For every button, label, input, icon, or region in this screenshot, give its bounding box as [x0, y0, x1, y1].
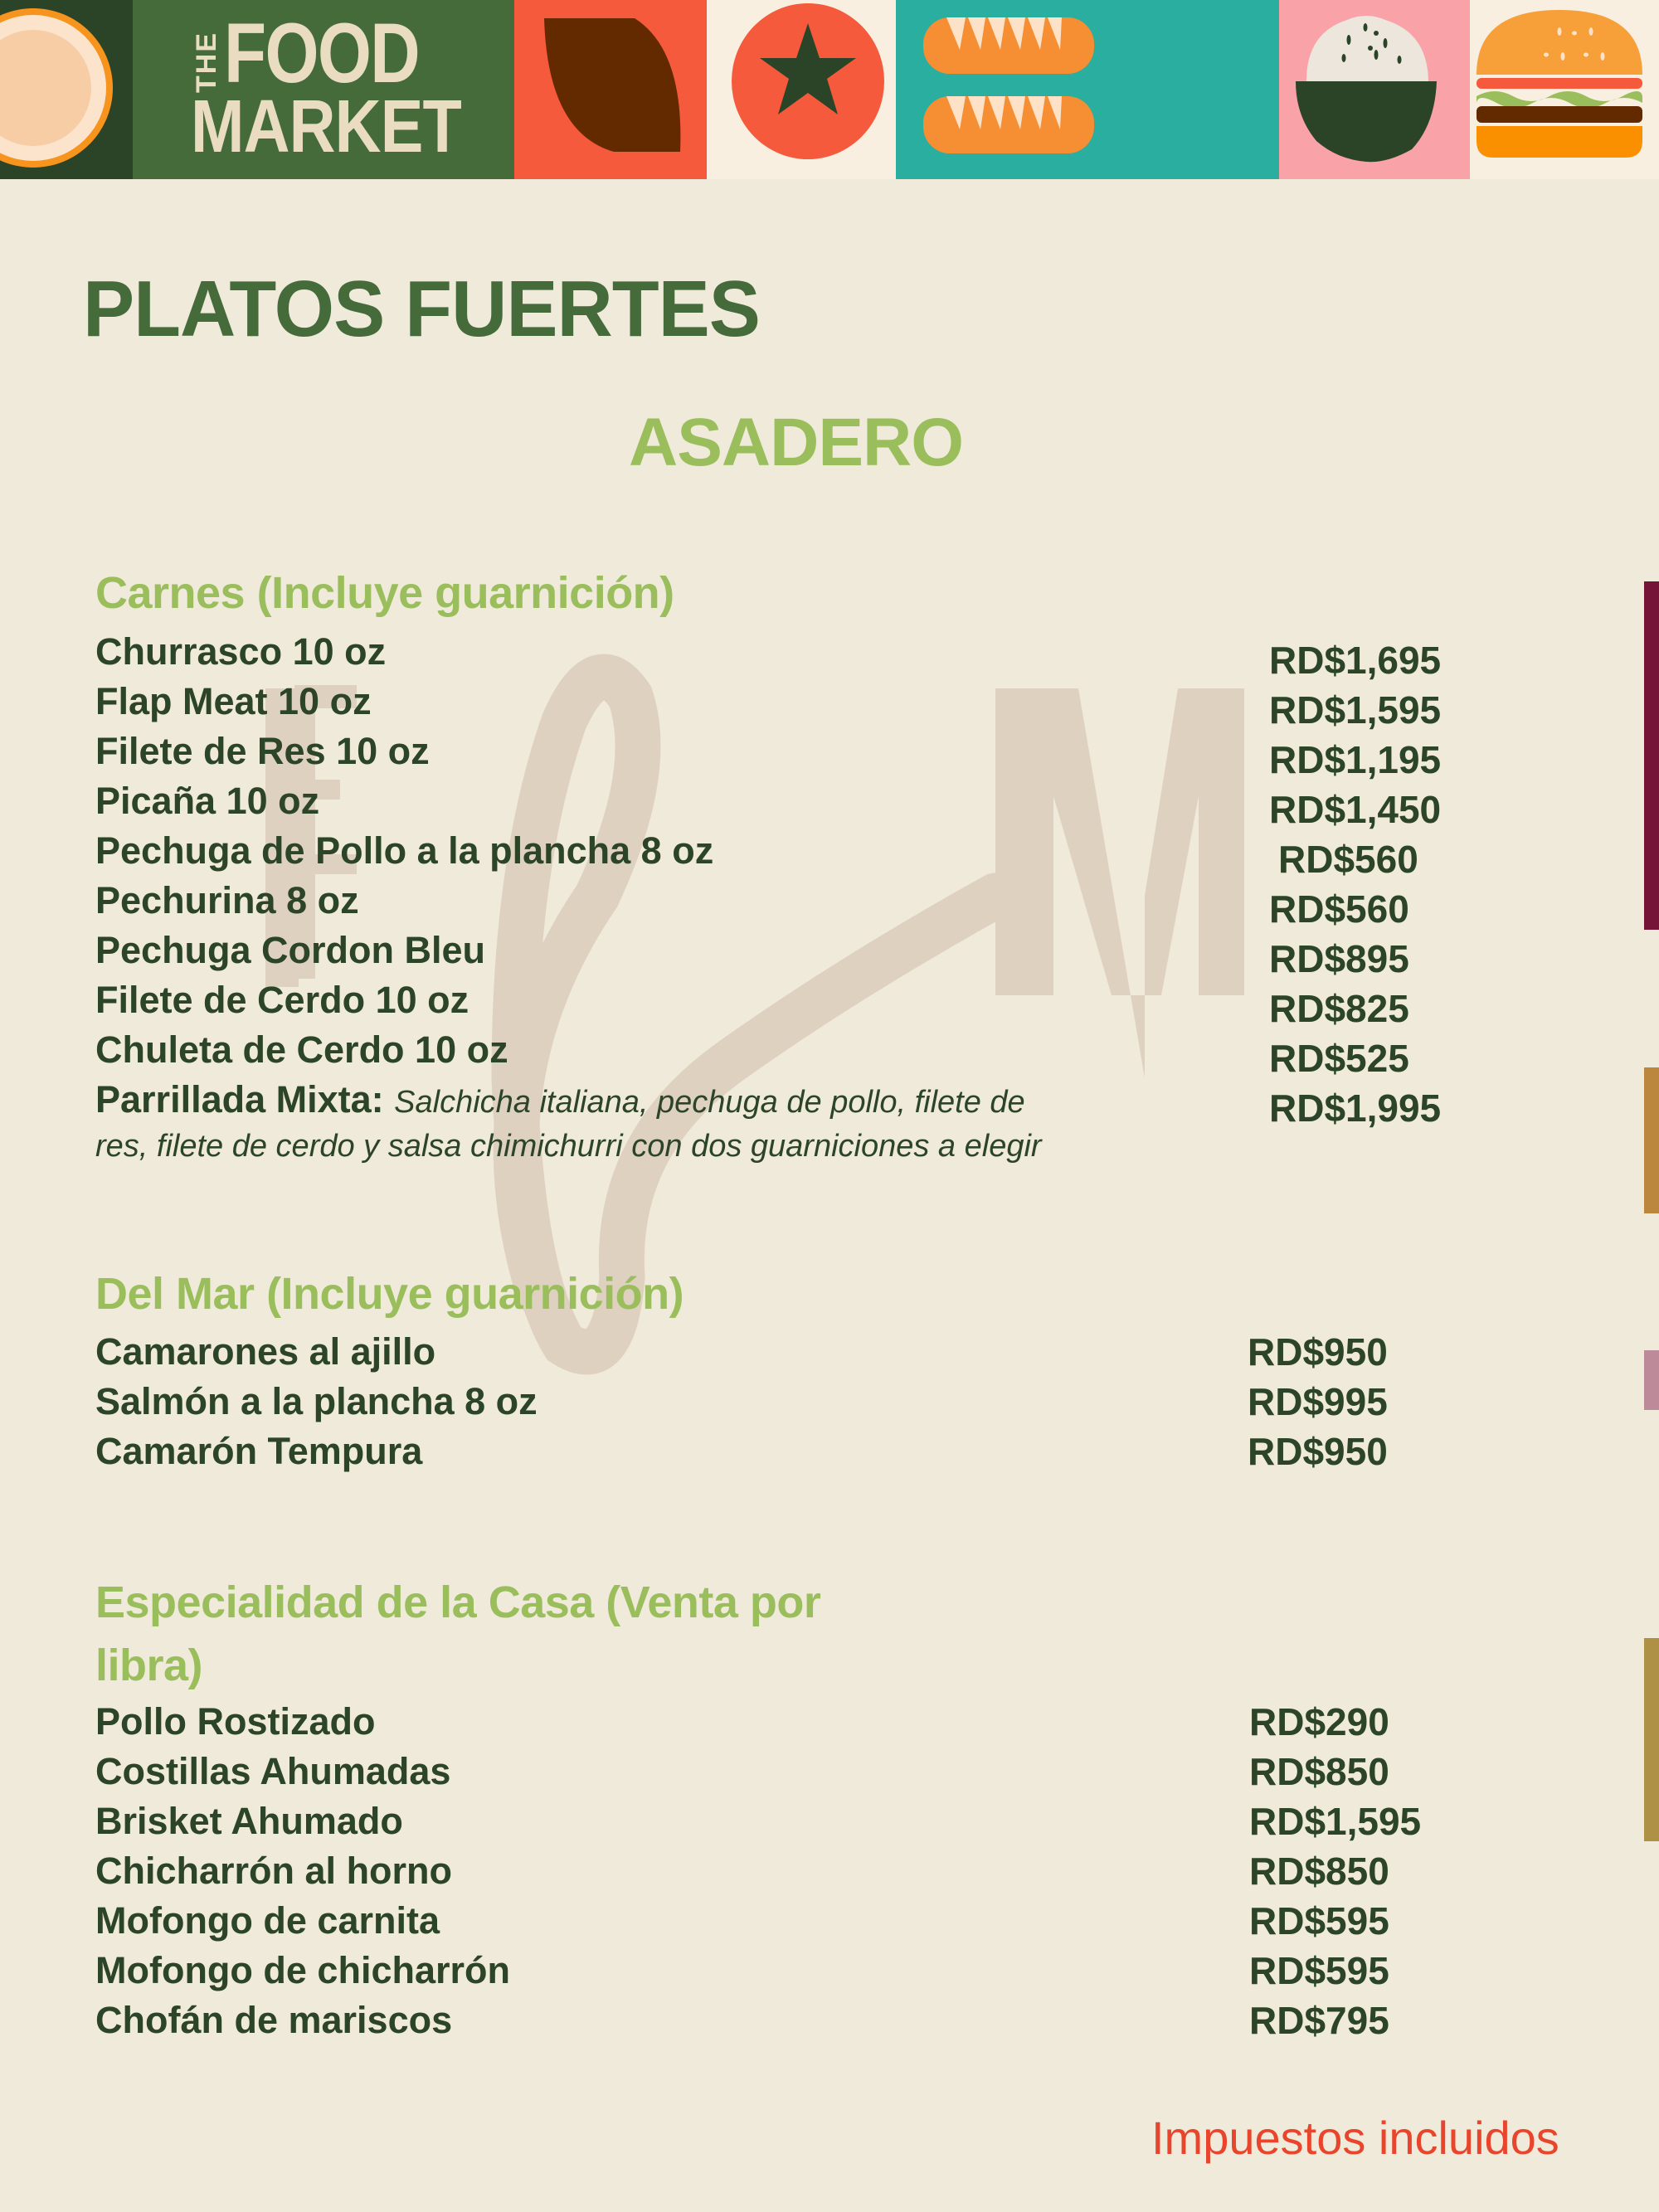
pie-icon	[0, 0, 133, 179]
header-banner	[0, 0, 1659, 179]
tomato-icon	[707, 0, 896, 179]
group-title-especialidad	[95, 1571, 820, 1697]
side-tab-gold	[1644, 1067, 1659, 1213]
menu-item-name: Chicharrón al horno	[95, 1850, 453, 1892]
menu-item-name: Salmón a la plancha 8 oz	[95, 1380, 538, 1422]
menu-item-price: RD$525	[1269, 1037, 1409, 1080]
rice-bowl-icon	[1279, 0, 1470, 179]
menu-item-name: Mofongo de carnita	[95, 1899, 440, 1942]
burger-icon	[1470, 0, 1659, 179]
banner-tile-pie	[0, 0, 133, 179]
menu-item-name: Pechuga Cordon Bleu	[95, 929, 486, 971]
menu-item-price: RD$1,450	[1269, 788, 1442, 831]
menu-item-price: RD$795	[1249, 1999, 1389, 2042]
group-title-del-mar: Del Mar (Incluye guarnición)	[95, 1269, 684, 1319]
menu-item-name: Camarones al ajillo	[95, 1330, 436, 1373]
banner-tile-bread	[896, 0, 1279, 179]
menu-item-price: RD$1,195	[1269, 738, 1442, 781]
taxes-included-note: Impuestos incluidos	[1151, 2112, 1559, 2164]
bread-icon	[896, 0, 1279, 179]
menu-item-name: Flap Meat 10 oz	[95, 680, 372, 722]
menu-item-name: Costillas Ahumadas	[95, 1750, 451, 1792]
group-title-carnes: Carnes (Incluye guarnición)	[95, 568, 674, 618]
menu-item-price: RD$895	[1269, 937, 1409, 980]
banner-tile-leaf	[514, 0, 707, 179]
menu-item-price: RD$850	[1249, 1750, 1389, 1793]
menu-item-price: RD$560	[1269, 887, 1409, 931]
logo-market: MARKET	[191, 85, 461, 168]
menu-item-price: RD$595	[1249, 1899, 1389, 1942]
menu-item-price: RD$1,595	[1269, 688, 1442, 732]
menu-item-price: RD$850	[1249, 1850, 1389, 1893]
menu-item-name: Mofongo de chicharrón	[95, 1949, 510, 1991]
banner-tile-tomato	[707, 0, 896, 179]
menu-item-price: RD$595	[1249, 1949, 1389, 1992]
menu-item-price: RD$560	[1278, 838, 1418, 881]
menu-item-name: Parrillada Mixta:	[95, 1078, 384, 1121]
banner-tile-rice-bowl	[1279, 0, 1470, 179]
menu-item-name: Pechurina 8 oz	[95, 879, 359, 921]
menu-item-price: RD$950	[1248, 1430, 1388, 1473]
side-tab-maroon	[1644, 581, 1659, 930]
side-tab-olive	[1644, 1638, 1659, 1841]
menu-item-price: RD$1,995	[1269, 1087, 1442, 1130]
menu-item-description: Salchicha italiana, pechuga de pollo, filete de	[394, 1085, 1025, 1120]
menu-item-name: Camarón Tempura	[95, 1430, 423, 1472]
group-title-line1: Especialidad de la Casa (Venta por	[95, 1578, 821, 1627]
menu-item-price: RD$995	[1248, 1380, 1388, 1423]
menu-item-price: RD$1,595	[1249, 1800, 1422, 1843]
menu-item-name: Chofán de mariscos	[95, 1999, 453, 2041]
menu-item-description-cont: res, filete de cerdo y salsa chimichurri con dos guarniciones a elegir	[95, 1129, 1042, 1164]
menu-item-name: Picaña 10 oz	[95, 780, 320, 822]
menu-item-name: Pechuga de Pollo a la plancha 8 oz	[95, 829, 714, 872]
side-tab-pink	[1644, 1350, 1659, 1410]
menu-item-price: RD$1,695	[1269, 639, 1442, 682]
logo-food: FOOD	[224, 6, 420, 100]
banner-tile-logo	[133, 0, 514, 179]
menu-item-name: Churrasco 10 oz	[95, 630, 387, 673]
group-title-line2: libra)	[95, 1641, 203, 1690]
menu-item-name: Filete de Res 10 oz	[95, 730, 430, 772]
leaf-icon	[514, 0, 707, 179]
logo-the: THE	[191, 32, 222, 93]
menu-item-name: Chuleta de Cerdo 10 oz	[95, 1028, 508, 1071]
brand-logo	[191, 6, 489, 168]
menu-item-name: Filete de Cerdo 10 oz	[95, 979, 469, 1021]
page-title: PLATOS FUERTES	[83, 265, 760, 353]
menu-item-name: Brisket Ahumado	[95, 1800, 403, 1842]
banner-tile-burger	[1470, 0, 1659, 179]
menu-item-price: RD$950	[1248, 1330, 1388, 1373]
menu-item-name: Pollo Rostizado	[95, 1700, 376, 1743]
menu-item-price: RD$825	[1269, 987, 1409, 1030]
menu-item-price: RD$290	[1249, 1700, 1389, 1743]
menu-item-parrillada	[95, 1075, 1025, 1127]
section-title-asadero: ASADERO	[629, 405, 964, 480]
